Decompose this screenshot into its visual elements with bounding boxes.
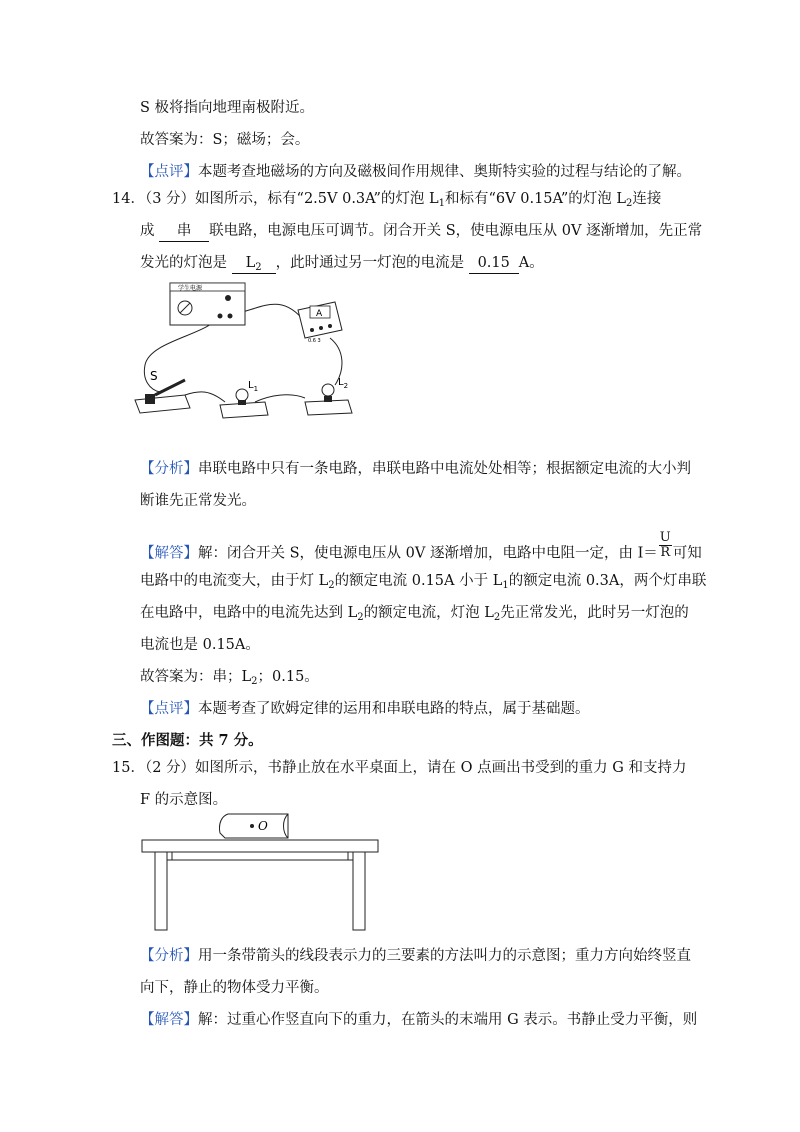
answer-blank: $L_2$ <box>232 253 276 274</box>
power-supply <box>170 283 245 325</box>
table <box>142 840 378 930</box>
book-on-table-figure <box>140 808 380 933</box>
analysis-14: 【分析】串联电路中只有一条电路，串联电路中电流处处相等；根据额定电流的大小判 <box>140 461 691 477</box>
review-14: 【点评】本题考查了欧姆定律的运用和串联电路的特点，属于基础题。 <box>140 701 590 717</box>
fraction-u-over-r: $\frac{U}{R}$ <box>659 530 671 560</box>
svg-text:S: S <box>150 369 158 383</box>
review-line: 【点评】本题考查地磁场的方向及磁极间作用规律、奥斯特实验的过程与结论的了解。 <box>140 164 691 180</box>
svg-text:0.6 3: 0.6 3 <box>308 338 321 344</box>
svg-text:L1: $L_1$ <box>248 380 259 393</box>
question-15: 15．（2 分）如图所示，书静止放在水平桌面上，请在 O 点画出书受到的重力 G 和支持力 <box>112 760 687 776</box>
svg-text:A: A <box>316 309 323 319</box>
answer-blank: 串 <box>159 221 209 242</box>
svg-text:学生电源: 学生电源 <box>178 285 203 292</box>
svg-text:L2: $L_2$ <box>338 377 349 390</box>
solution-tag: 【解答】 <box>140 545 198 562</box>
question-14-line2: 成 串 联电路，电源电压可调节。闭合开关 S，使电源电压从 0V 逐渐增加，先正常 <box>140 221 702 242</box>
analysis-15: 【分析】用一条带箭头的线段表示力的三要素的方法叫力的示意图；重力方向始终竖直 <box>140 948 691 964</box>
text-line: S 极将指向地理南极附近。 <box>140 100 315 116</box>
solution-tag: 【解答】 <box>140 1012 198 1028</box>
section-heading: 三、作图题：共 7 分。 <box>112 732 263 749</box>
answer-blank: 0.15 <box>469 253 519 274</box>
analysis-14-line2: 断谁先正常发光。 <box>140 493 256 509</box>
solution-14: 【解答】解：闭合开关 S，使电源电压从 0V 逐渐增加，电路中电阻一定，由 I＝ $\frac{U}{R}$ 可知 <box>140 530 702 562</box>
svg-text:O: O <box>258 819 268 833</box>
answer-14: 故答案为：串；$L_2$；0.15。 <box>140 669 319 687</box>
solution-14-line4: 电流也是 0.15A。 <box>140 637 260 653</box>
bulb-l1 <box>220 380 268 418</box>
switch <box>135 369 190 413</box>
analysis-tag: 【分析】 <box>140 461 198 477</box>
bulb-l2 <box>305 377 352 415</box>
solution-15: 【解答】解：过重心作竖直向下的重力，在箭头的末端用 G 表示。书静止受力平衡，则 <box>140 1012 698 1028</box>
review-tag: 【点评】 <box>140 164 198 180</box>
question-14-line3: 发光的灯泡是 $L_2$ ，此时通过另一灯泡的电流是 0.15 A。 <box>140 255 544 273</box>
question-15-line2: F 的示意图。 <box>140 792 228 808</box>
book <box>219 814 288 838</box>
ammeter <box>298 302 342 344</box>
solution-14-line3: 在电路中，电路中的电流先达到 $L_2$的额定电流，灯泡 $L_2$先正常发光，此时另一灯泡的 <box>140 605 689 623</box>
analysis-tag: 【分析】 <box>140 948 198 964</box>
circuit-figure <box>130 280 370 430</box>
review-tag: 【点评】 <box>140 701 198 717</box>
analysis-15-line2: 向下，静止的物体受力平衡。 <box>140 980 329 996</box>
text-line: 故答案为：S；磁场；会。 <box>140 132 310 148</box>
question-14: 14．（3 分）如图所示，标有“2.5V 0.3A”的灯泡 $L_1$和标有“6V 0.15A”的灯泡 $L_2$连接 <box>112 191 662 209</box>
solution-14-line2: 电路中的电流变大，由于灯 $L_2$的额定电流 0.15A 小于 $L_1$的额定电流 0.3A，两个灯串联 <box>140 573 707 591</box>
